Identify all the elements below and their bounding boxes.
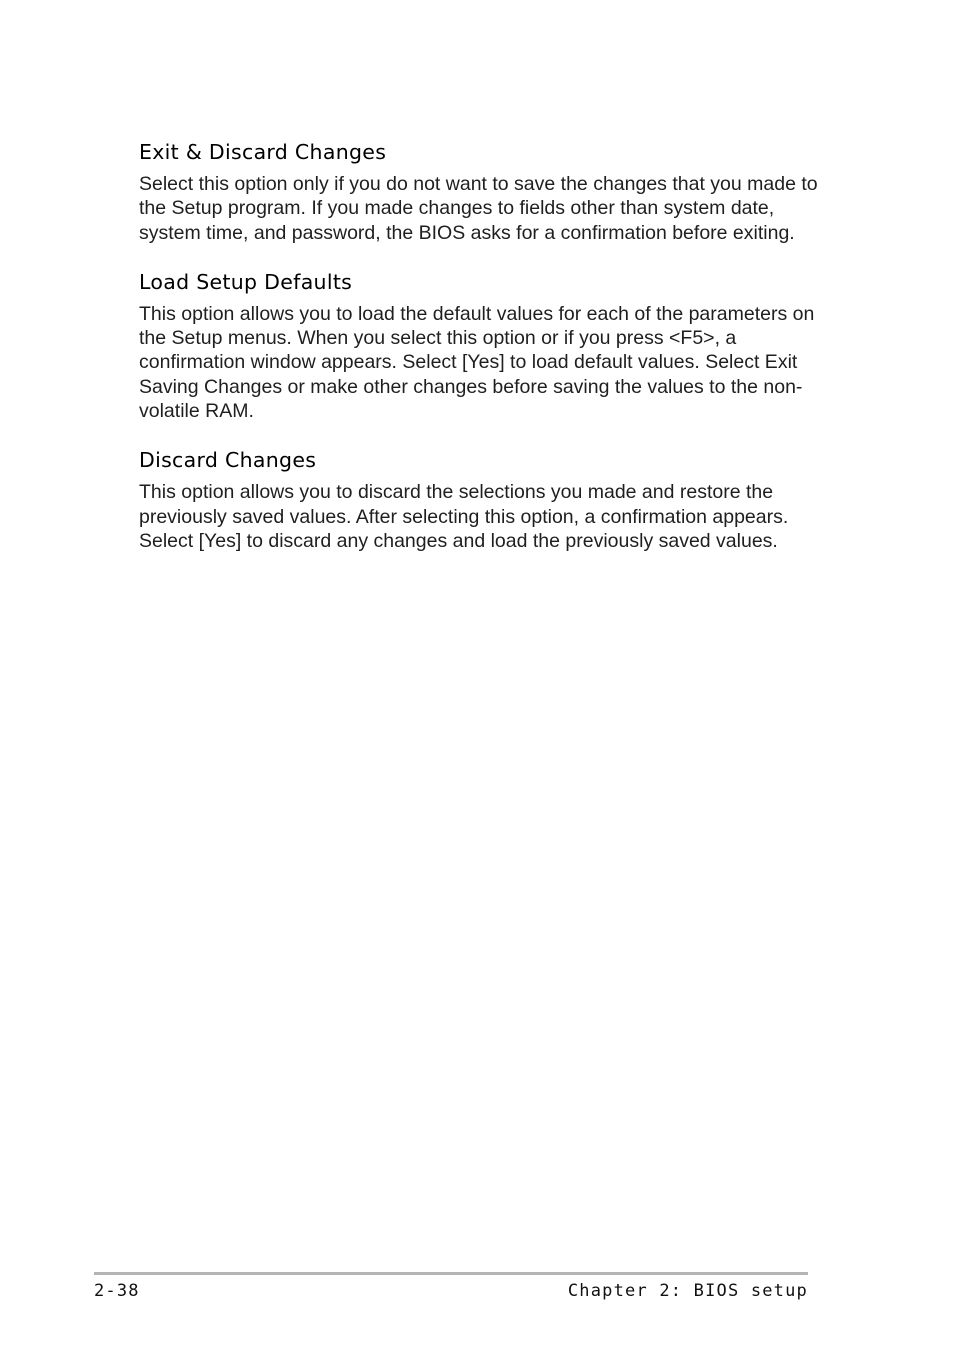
chapter-title: Chapter 2: BIOS setup <box>567 1281 808 1301</box>
section-body: This option allows you to load the default values for each of the parameters on the Setup menus. When you select this option or if you press <F5>, a confirmation window appears. Select [Yes] to load default values. Select Exit Saving Changes or make other changes before saving the values to the non-volatile RAM. <box>139 302 815 423</box>
section-discard-changes <box>139 446 819 553</box>
section-heading: Exit & Discard Changes <box>139 140 387 164</box>
page-number: 2-38 <box>94 1281 140 1301</box>
section-body: This option allows you to discard the selections you made and restore the previously saved values. After selecting this option, a confirmation appears. Select [Yes] to discard any changes and load the previously saved values. <box>139 481 789 552</box>
section-body: Select this option only if you do not want to save the changes that you made to the Setup program. If you made changes to fields other than system date, system time, and password, the BIOS asks for a confirmation before exiting. <box>139 173 818 244</box>
footer-divider <box>94 1272 808 1275</box>
section-heading: Discard Changes <box>139 448 317 473</box>
section-heading: Load Setup Defaults <box>139 269 353 294</box>
document-content <box>139 138 819 576</box>
section-load-setup-defaults <box>139 268 819 423</box>
section-exit-discard-changes <box>139 138 819 245</box>
